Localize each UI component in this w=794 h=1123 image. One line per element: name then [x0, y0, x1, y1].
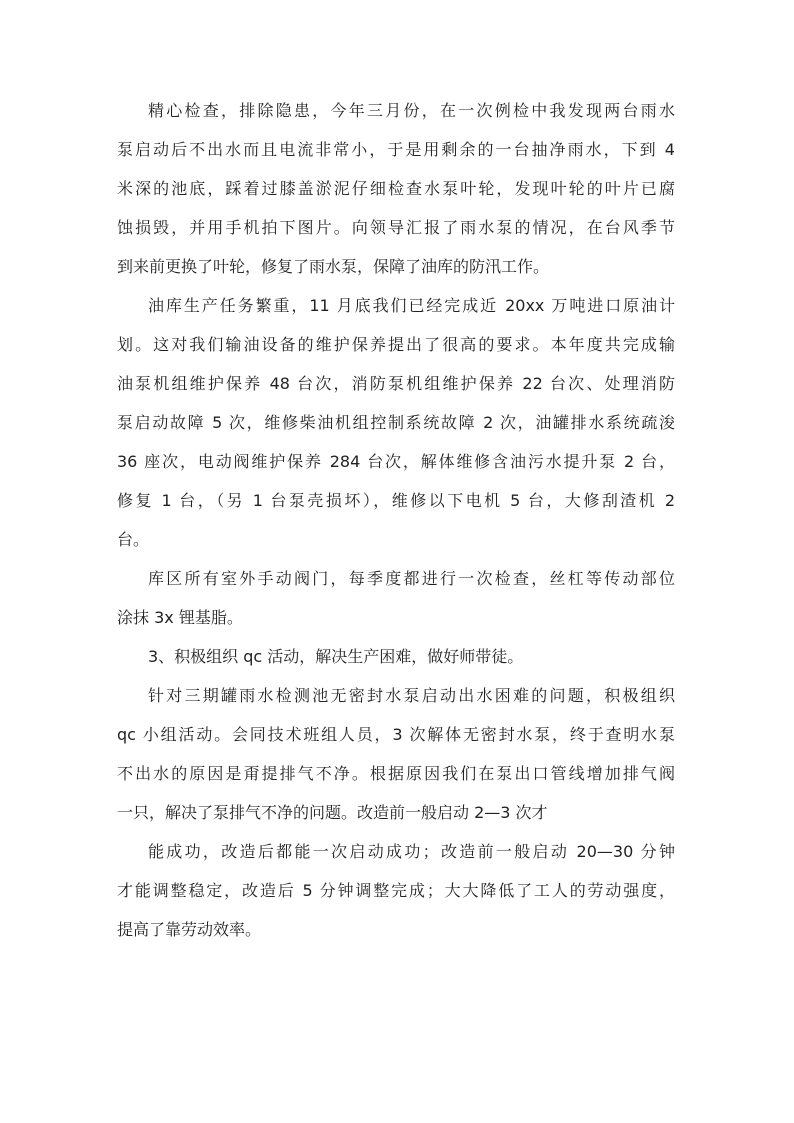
paragraph-line: 精心检查，排除隐患，今年三月份，在一次例检中我发现两台雨水	[148, 101, 675, 120]
section-heading: 3、积极组织 qc 活动，解决生产困难，做好师带徒。	[148, 647, 524, 666]
paragraph-line: 米深的池底，踩着过膝盖淤泥仔细检查水泵叶轮，发现叶轮的叶片已腐	[117, 179, 675, 198]
paragraph-line: 36 座次，电动阀维护保养 284 台次，解体维修含油污水提升泵 2 台，	[117, 452, 675, 471]
paragraph-line: 蚀损毁，并用手机拍下图片。向领导汇报了雨水泵的情况，在台风季节	[117, 218, 675, 237]
paragraph-line: 泵启动后不出水而且电流非常小，于是用剩余的一台抽净雨水，下到 4	[117, 140, 675, 159]
paragraph-line: 能成功，改造后都能一次启动成功；改造前一般启动 20—30 分钟	[148, 842, 675, 861]
paragraph-line: 不出水的原因是甭提排气不净。根据原因我们在泵出口管线增加排气阀	[117, 764, 675, 783]
paragraph-line: 涂抹 3x 锂基脂。	[117, 608, 243, 627]
paragraph-line: 库区所有室外手动阀门，每季度都进行一次检查，丝杠等传动部位	[148, 569, 675, 588]
paragraph-line: 提高了靠劳动效率。	[117, 920, 262, 939]
paragraph-line: 油泵机组维护保养 48 台次，消防泵机组维护保养 22 台次、处理消防	[117, 374, 675, 393]
paragraph-line: 一只，解决了泵排气不净的问题。改造前一般启动 2—3 次才	[117, 803, 548, 822]
paragraph-line: 油库生产任务繁重，11 月底我们已经完成近 20xx 万吨进口原油计	[148, 296, 675, 315]
paragraph-line: 泵启动故障 5 次，维修柴油机组控制系统故障 2 次，油罐排水系统疏浚	[117, 413, 675, 432]
paragraph-line: 才能调整稳定，改造后 5 分钟调整完成；大大降低了工人的劳动强度，	[117, 881, 675, 900]
paragraph-line: 划。这对我们输油设备的维护保养提出了很高的要求。本年度共完成输	[117, 335, 675, 354]
paragraph-line: qc 小组活动。会同技术班组人员，3 次解体无密封水泵，终于查明水泵	[117, 725, 675, 744]
paragraph-line: 针对三期罐雨水检测池无密封水泵启动出水困难的问题，积极组织	[148, 686, 675, 705]
paragraph-line: 修复 1 台，（另 1 台泵壳损坏），维修以下电机 5 台，大修刮渣机 2	[117, 491, 675, 510]
paragraph-line: 台。	[117, 530, 150, 549]
paragraph-line: 到来前更换了叶轮，修复了雨水泵，保障了油库的防汛工作。	[117, 257, 550, 276]
